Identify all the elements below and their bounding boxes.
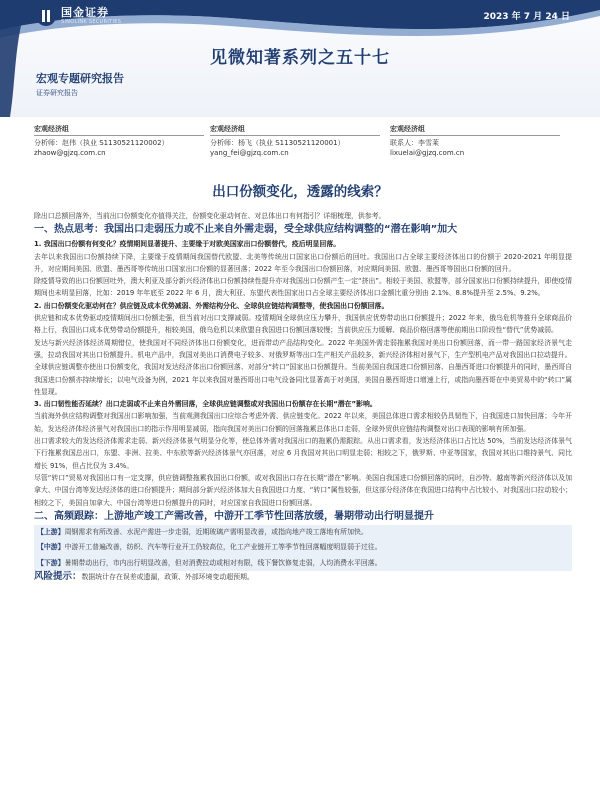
tracking-text: 暑期带动出行，市内出行明显改善，但对消费拉动或相对有限，线下餐饮修复走弱，人均消费水平回落。: [64, 558, 382, 567]
tracking-tag: 【下游】: [37, 558, 65, 567]
report-header: [0, 0, 600, 117]
logo-name-cn: 国金证券: [61, 6, 109, 19]
tracking-item: [34, 556, 572, 572]
body-paragraph: 去年以来我国出口份额持续下降，主要缘于疫情期间我国替代欧盟、北美等传统出口国家出口份额后的回吐。我国出口占全球主要经济体出口的份额于 2020-2021 年明显提升，对应期间美国、欧盟、墨西哥等传统出口国家出口份额的显著回落；2022 年至今我国出口份额回落，对应期间美国、欧盟、墨西哥等国出口份额的回升。: [34, 252, 572, 273]
tracking-text: 周钢需求有所改善、水泥产需进一步走弱，近期玻璃产需明显改善，或指向地产竣工落地有所加快。: [64, 527, 368, 536]
risk-warning: [34, 571, 572, 583]
analyst-email[interactable]: yang_fei@gjzq.com.cn: [210, 149, 289, 157]
analyst-email[interactable]: zhaow@gjzq.com.cn: [34, 149, 106, 157]
tracking-item: [34, 525, 572, 541]
analyst-card: [390, 124, 560, 158]
body-paragraph: 供应链和成本优势驱动疫情期间出口份额走强，但当前对出口支撑减弱。疫情期间全球供应压力攀升，我国供应优势带动出口份额提升；2022 年来，俄乌危机等推升全球商品价格上行，我国出口成本优势带动份额提升，相较美国，俄乌危机以来欧盟自我国进口份额回落较慢；当前供应压力缓解、商品价格回落等使前期出口阶段性“替代”优势减弱。: [34, 314, 572, 335]
section-heading-hot-topic: 一、热点思考：我国出口走弱压力或不止来自外需走弱，受全球供应结构调整的“潜在影响”加大: [34, 224, 458, 236]
body-paragraph: 当前海外供应结构调整对我国出口影响加强，当前观测我国出口应综合考虑外需、供应链变化。2022 年以来，美国总体进口需求相较仍具韧性下，自我国进口加快回落；今年开始，发达经济体经济景气对我国出口的指示作用明显减弱，指向我国对美出口份额的回落拖累总体出口走弱，全球外贸供应链结构调整对出口表现的影响有所加强。: [34, 412, 572, 433]
analyst-group: 宏观经济组: [390, 124, 560, 136]
company-logo: [36, 6, 121, 26]
analyst-info: 分析师：赵伟（执业 S1130521120002）: [34, 139, 169, 147]
logo-name-en: SINOLINK SECURITIES: [61, 19, 122, 25]
analyst-card: [210, 124, 380, 158]
body-paragraph: 出口需求较大的发达经济体需求走弱、新兴经济体景气明显分化等，使总体外需对我国出口的拖累仍需跟踪。从出口需求看，发达经济体出口占比达 50%，当前发达经济体景气下行拖累我国总出口，东盟、非洲、拉美、中东欧等新兴经济体景气亦回落，对应 6 月我国对其出口明显走弱；相较之下，俄罗斯、中亚等国家，我国对其出口维持景气、同比增长 91%，但占比仅为 3.4%。: [34, 437, 572, 470]
risk-text: 数据统计存在误差或遗漏，政策、外部环境变动超预期。: [81, 573, 254, 582]
section-heading-high-frequency: 二、高频跟踪：上游地产竣工产需改善，中游开工季节性回落放缓，暑期带动出行明显提升: [34, 510, 434, 522]
question-heading: 2. 出口份额变化驱动何在？供应链及成本优势减弱、外需结构分化、全球供应链结构调整等，使我国出口份额回落。: [34, 301, 389, 310]
logo-mark-icon: [36, 6, 56, 26]
body-paragraph: 发达与新兴经济体经济周期错位，使我国对不同经济体出口份额变化，进而带动产品结构变化。2022 年美国外需走弱拖累我国对美出口份额回落，而一带一路国家经济景气走强，拉动我国对其出口份额提升。机电产品中，我国对美出口消费电子较多、对俄罗斯等出口生产相关产品较多，新兴经济体相对景气下，生产型机电产品对我国出口拉动提升。: [34, 338, 572, 359]
question-heading: 1. 我国出口份额有何变化？疫情期间显著提升、主要缘于对欧美国家出口份额替代，疫后明显回落。: [34, 240, 341, 249]
report-title: 出口份额变化，透露的线索？: [212, 184, 388, 200]
report-type: 宏观专题研究报告: [36, 72, 124, 85]
report-body: [34, 210, 572, 584]
risk-label: 风险提示：: [34, 571, 82, 583]
tracking-item: [34, 540, 572, 556]
analyst-info: 分析师：杨飞（执业 S1130521120001）: [210, 139, 345, 147]
body-paragraph: 除疫情导致的出口份额回吐外，澳大利亚及部分新兴经济体出口份额持续性提升亦对我国出口份额产生一定“挤出”。相较于美国、欧盟等，部分国家出口份额持续提升，即使疫情期间也未明显回落，比如：2019 年年底至 2022 年 6 月，澳大利亚、东盟代表性国家出口占全球主要经济体出口金额比重分别由 2.1%、8.8%提升至 2.5%、9.2%。: [34, 277, 572, 298]
analyst-group: 宏观经济组: [34, 124, 204, 136]
analyst-email[interactable]: lixuelai@gjzq.com.cn: [390, 149, 465, 157]
tracking-tag: 【中游】: [37, 543, 65, 552]
report-date: 2023 年 7 月 24 日: [483, 12, 570, 22]
analyst-group: 宏观经济组: [210, 124, 380, 136]
tracking-text: 中游开工普遍改善，纺织、汽车等行业开工仍较高位，化工产业链开工等季节性回落幅度明显弱于过往。: [64, 543, 382, 552]
tracking-tag: 【上游】: [37, 527, 65, 536]
analyst-card: [34, 124, 204, 158]
analyst-list: [34, 124, 574, 164]
series-title: 见微知著系列之五十七: [210, 48, 390, 68]
question-heading: 3. 出口韧性能否延续？出口走弱或不止来自外需回落，全球供应链调整或对我国出口份额存在长期“潜在”影响。: [34, 400, 377, 409]
body-paragraph: 全球供应链调整亦使出口份额变化，我国对发达经济体出口份额回落、对部分“转口”国家出口份额提升。当前美国自我国进口份额回落、自墨西哥进口份额提升的同时，墨西哥自我国进口份额亦持续增长；以电气设备为例，2021 年以来我国对墨西哥出口电气设备同比显著高于对美国，美国自墨西哥进口增速上行，或指向墨西哥在中美贸易中的“转口”属性显现。: [34, 363, 572, 396]
intro-paragraph: 除出口总额回落外，当前出口份额变化亦值得关注，份额变化驱动何在、对总体出口有何指引？详细梳理，供参考。: [34, 212, 386, 220]
report-subtitle: 证券研究报告: [36, 89, 78, 97]
body-paragraph: 尽管“转口”贸易对我国出口有一定支撑，供应链调整拖累我国出口份额，或对我国出口存在长期“潜在”影响。美国自我国进口份额回落的同时，自沙特、越南等新兴经济体以及加拿大、中国台湾等发达经济体的进口份额提升；期间部分新兴经济体加大自我国进口力度、“转口”属性较强，但这部分经济体在我国进口结构中占比较小、对我国出口拉动较小；相较之下，美国自加拿大、中国台湾等进口份额提升的同时，对应国家自我国进口份额回落。: [34, 473, 572, 507]
analyst-info: 联系人：李雪莱: [390, 139, 439, 147]
